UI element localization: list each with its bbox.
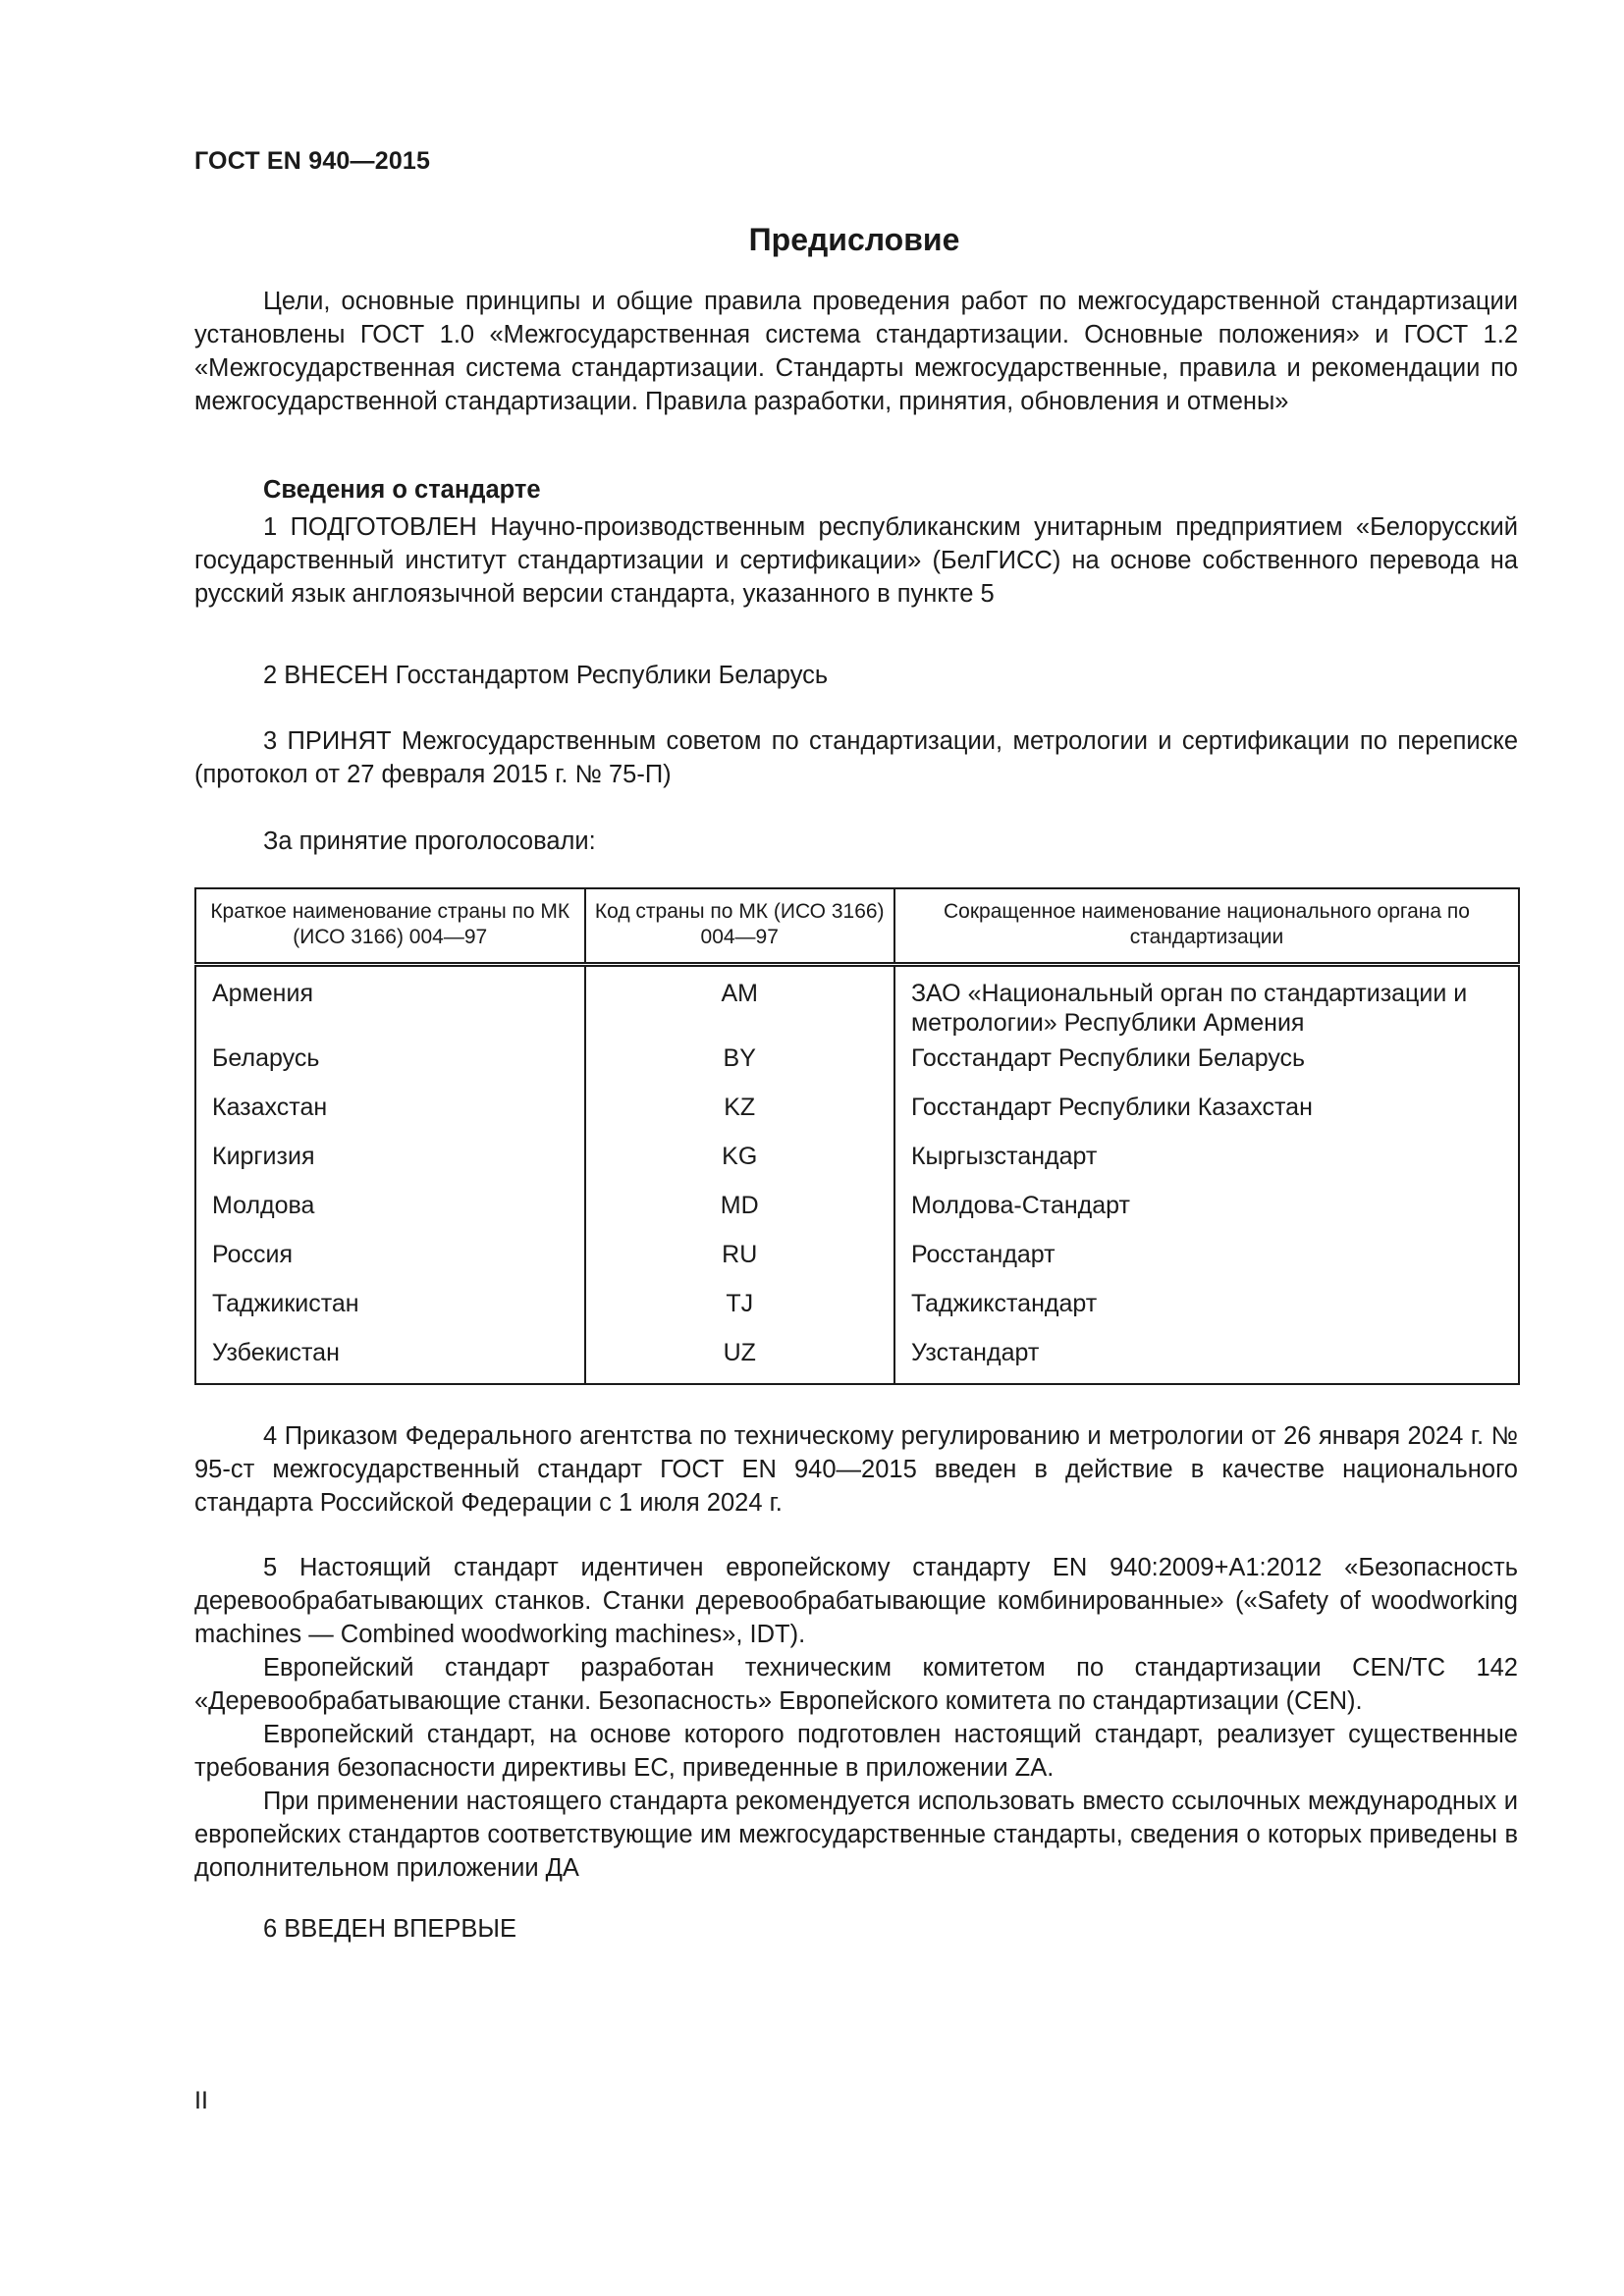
standard-info-heading: Сведения о стандарте: [263, 476, 541, 504]
item-3-paragraph: 3 ПРИНЯТ Межгосударственным советом по стандартизации, метрологии и сертификации по переписке (протокол от 27 февраля 2015 г. № 75-П): [194, 727, 1518, 788]
table-row: [195, 1043, 1519, 1093]
cell-code: KG: [585, 1142, 894, 1191]
cell-country: Молдова: [195, 1191, 585, 1240]
item-5-block: [194, 1551, 1518, 1885]
cell-code: MD: [585, 1191, 894, 1240]
standard-info-block: [194, 473, 1518, 611]
item-4-block: [194, 1419, 1518, 1520]
cell-country: Таджикистан: [195, 1289, 585, 1338]
cell-code: BY: [585, 1043, 894, 1093]
header-country-name: Краткое наименование страны по МК (ИСО 3166) 004—97: [195, 888, 585, 965]
cell-code: UZ: [585, 1338, 894, 1384]
cell-code: RU: [585, 1240, 894, 1289]
intro-block: [194, 285, 1518, 418]
table-header-row: [195, 888, 1519, 965]
item-6-paragraph: 6 ВВЕДЕН ВПЕРВЫЕ: [263, 1915, 517, 1943]
cell-body: Госстандарт Республики Беларусь: [894, 1043, 1519, 1093]
cell-country: Беларусь: [195, 1043, 585, 1093]
table-row: [195, 1093, 1519, 1142]
header-country-code: Код страны по МК (ИСО 3166) 004—97: [585, 888, 894, 965]
item-1-paragraph: 1 ПОДГОТОВЛЕН Научно-производственным республиканским унитарным предприятием «Белорусский государственный институт стандартизации и сертификации» (БелГИСС) на основе собственного перевода на русский язык англоязычной версии стандарта, указанного в пункте 5: [194, 513, 1518, 608]
table-row: [195, 965, 1519, 1044]
table-row: [195, 1191, 1519, 1240]
table-row: [195, 1289, 1519, 1338]
voted-label-block: [194, 825, 1518, 858]
document-code: ГОСТ EN 940—2015: [194, 147, 431, 175]
table-row: [195, 1240, 1519, 1289]
table-row: [195, 1338, 1519, 1384]
item-3-block: [194, 724, 1518, 791]
item-5-paragraph-3: Европейский стандарт, на основе которого подготовлен настоящий стандарт, реализует существенные требования безопасности директивы ЕС, приведенные в приложении ZA.: [194, 1721, 1518, 1782]
cell-country: Армения: [195, 965, 585, 1044]
intro-paragraph: Цели, основные принципы и общие правила проведения работ по межгосударственной стандартизации установлены ГОСТ 1.0 «Межгосударственная система стандартизации. Основные положения» и ГОСТ 1.2 «Межгосударственная система стандартизации. Стандарты межгосударственные, правила и рекомендации по межгосударственной стандартизации. Правила разработки, принятия, обновления и отмены»: [194, 288, 1518, 415]
item-5-paragraph-2: Европейский стандарт разработан техническим комитетом по стандартизации CEN/TC 142 «Деревообрабатывающие станки. Безопасность» Европейского комитета по стандартизации (CEN).: [194, 1654, 1518, 1715]
cell-body: Узстандарт: [894, 1338, 1519, 1384]
item-5-paragraph-4: При применении настоящего стандарта рекомендуется использовать вместо ссылочных международных и европейских стандартов соответствующие им межгосударственные стандарты, сведения о которых приведены в дополнительном приложении ДА: [194, 1788, 1518, 1882]
item-2-block: [194, 659, 1518, 692]
cell-country: Россия: [195, 1240, 585, 1289]
page-number: II: [194, 2087, 208, 2114]
voting-table: [194, 887, 1520, 1385]
cell-code: TJ: [585, 1289, 894, 1338]
item-5-paragraph-1: 5 Настоящий стандарт идентичен европейскому стандарту EN 940:2009+A1:2012 «Безопасность деревообрабатывающих станков. Станки деревообрабатывающие комбинированные» («Safety of woodworking machines — Combined woodworking machines», IDT).: [194, 1554, 1518, 1648]
page-title: Предисловие: [748, 222, 960, 257]
item-4-paragraph: 4 Приказом Федерального агентства по техническому регулированию и метрологии от 26 января 2024 г. № 95-ст межгосударственный стандарт ГОСТ EN 940—2015 введен в действие в качестве национального стандарта Российской Федерации с 1 июля 2024 г.: [194, 1422, 1518, 1517]
cell-country: Узбекистан: [195, 1338, 585, 1384]
item-6-block: [194, 1912, 1518, 1946]
voted-label: За принятие проголосовали:: [263, 828, 596, 855]
cell-body: Госстандарт Республики Казахстан: [894, 1093, 1519, 1142]
cell-code: AM: [585, 965, 894, 1044]
cell-country: Казахстан: [195, 1093, 585, 1142]
cell-body: Молдова-Стандарт: [894, 1191, 1519, 1240]
cell-body: Таджикстандарт: [894, 1289, 1519, 1338]
header-standards-body: Сокращенное наименование национального органа по стандартизации: [894, 888, 1519, 965]
cell-body: ЗАО «Национальный орган по стандартизации и метрологии» Республики Армения: [894, 965, 1519, 1044]
table-row: [195, 1142, 1519, 1191]
cell-body: Кыргызстандарт: [894, 1142, 1519, 1191]
cell-body: Росстандарт: [894, 1240, 1519, 1289]
cell-country: Киргизия: [195, 1142, 585, 1191]
cell-code: KZ: [585, 1093, 894, 1142]
item-2-paragraph: 2 ВНЕСЕН Госстандартом Республики Беларусь: [263, 662, 829, 689]
